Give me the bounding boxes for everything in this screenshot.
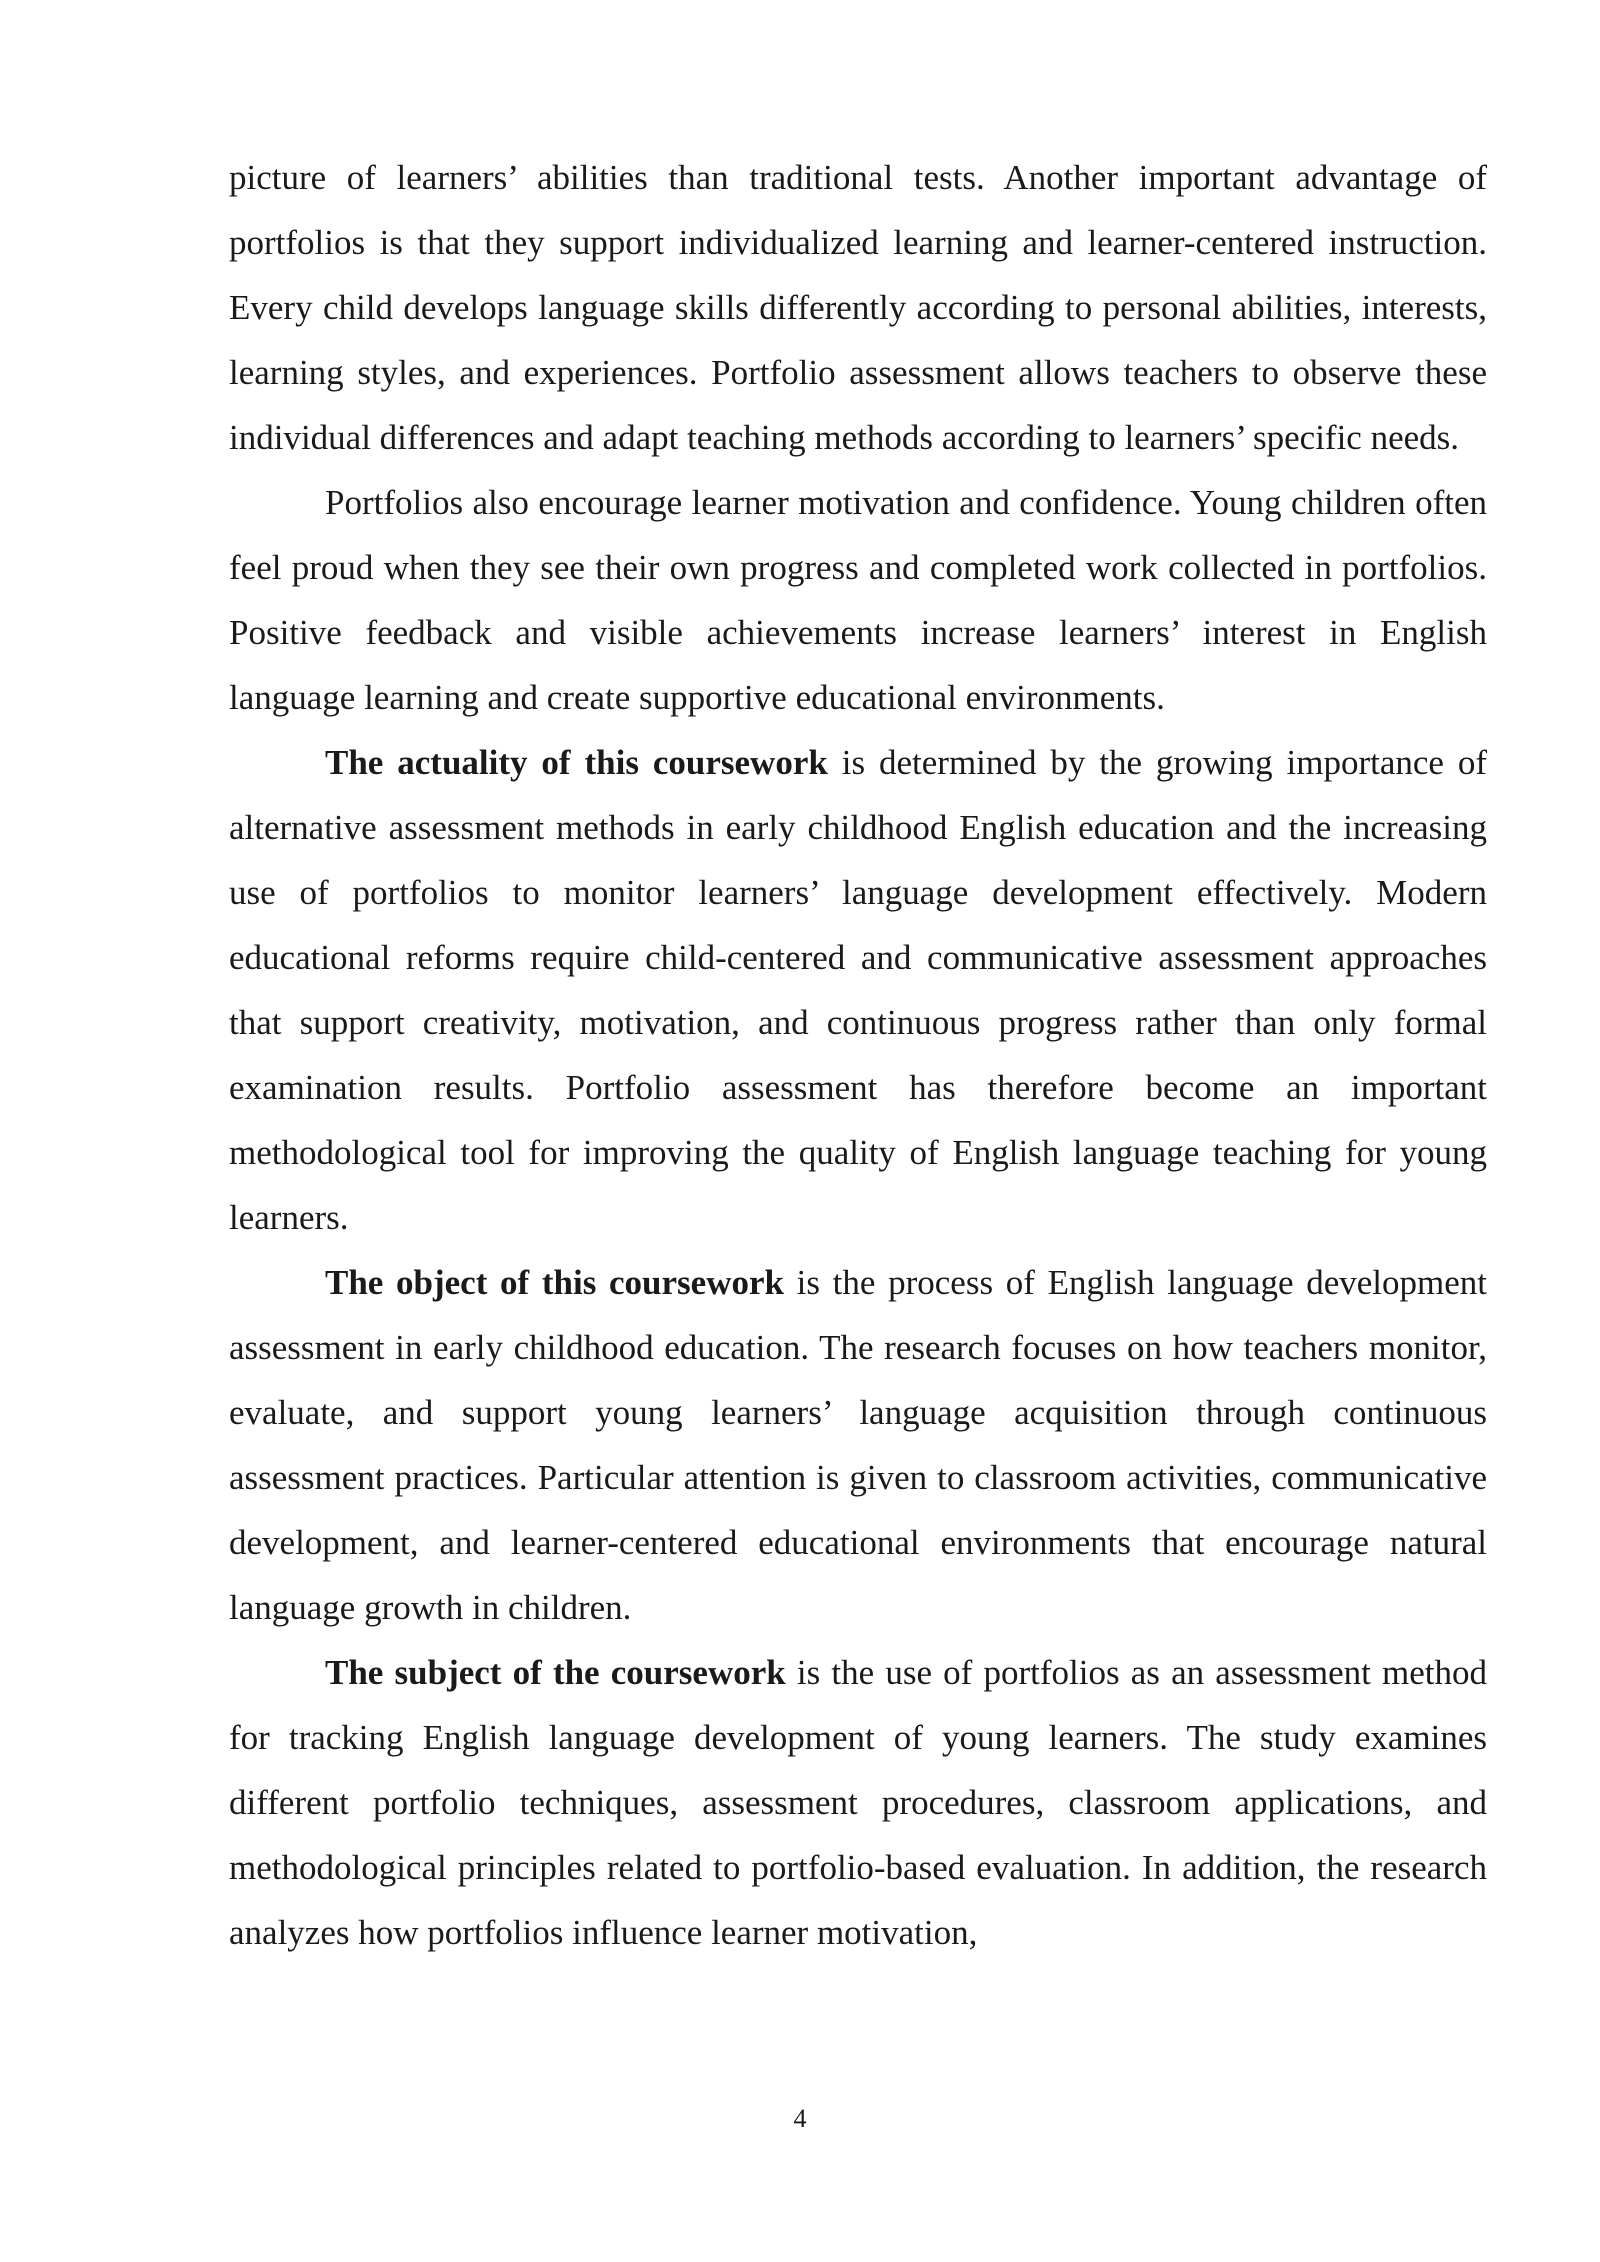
paragraph-body: is the process of English language development assessment in early childhood education. The research focuses on how teachers monitor, evaluate, and support young learners’ language acquisition through continuous assessment practices. Particular attention is given to classroom activities, communicative development, and learner-centered educational environments that encourage natural language growth in children. <box>229 1263 1487 1627</box>
paragraph-body: is the use of portfolios as an assessment method for tracking English language development of young learners. The study examines different portfolio techniques, assessment procedures, classroom applications, and methodological principles related to portfolio-based evaluation. In addition, the research analyzes how portfolios influence learner motivation, <box>229 1653 1487 1952</box>
paragraph <box>229 1640 1487 1965</box>
body-text <box>229 145 1487 1965</box>
paragraph-lead-bold: The actuality of this coursework <box>325 743 828 782</box>
page-number: 4 <box>793 2104 807 2133</box>
paragraph <box>229 730 1487 1250</box>
paragraph-body: Portfolios also encourage learner motivation and confidence. Young children often feel proud when they see their own progress and completed work collected in portfolios. Positive feedback and visible achievements increase learners’ interest in English language learning and create supportive educational environments. <box>229 483 1487 717</box>
paragraph-lead-bold: The subject of the coursework <box>325 1653 786 1692</box>
paragraph-body: is determined by the growing importance of alternative assessment methods in early childhood English education and the increasing use of portfolios to monitor learners’ language development effectively. Modern educational reforms require child-centered and communicative assessment approaches that support creativity, motivation, and continuous progress rather than only formal examination results. Portfolio assessment has therefore become an important methodological tool for improving the quality of English language teaching for young learners. <box>229 743 1487 1237</box>
paragraph-lead-bold: The object of this coursework <box>325 1263 784 1302</box>
paragraph <box>229 470 1487 730</box>
paragraph <box>229 1250 1487 1640</box>
paragraph <box>229 145 1487 470</box>
paragraph-body: picture of learners’ abilities than traditional tests. Another important advantage of portfolios is that they support individualized learning and learner-centered instruction. Every child develops language skills differently according to personal abilities, interests, learning styles, and experiences. Portfolio assessment allows teachers to observe these individual differences and adapt teaching methods according to learners’ specific needs. <box>229 158 1487 457</box>
